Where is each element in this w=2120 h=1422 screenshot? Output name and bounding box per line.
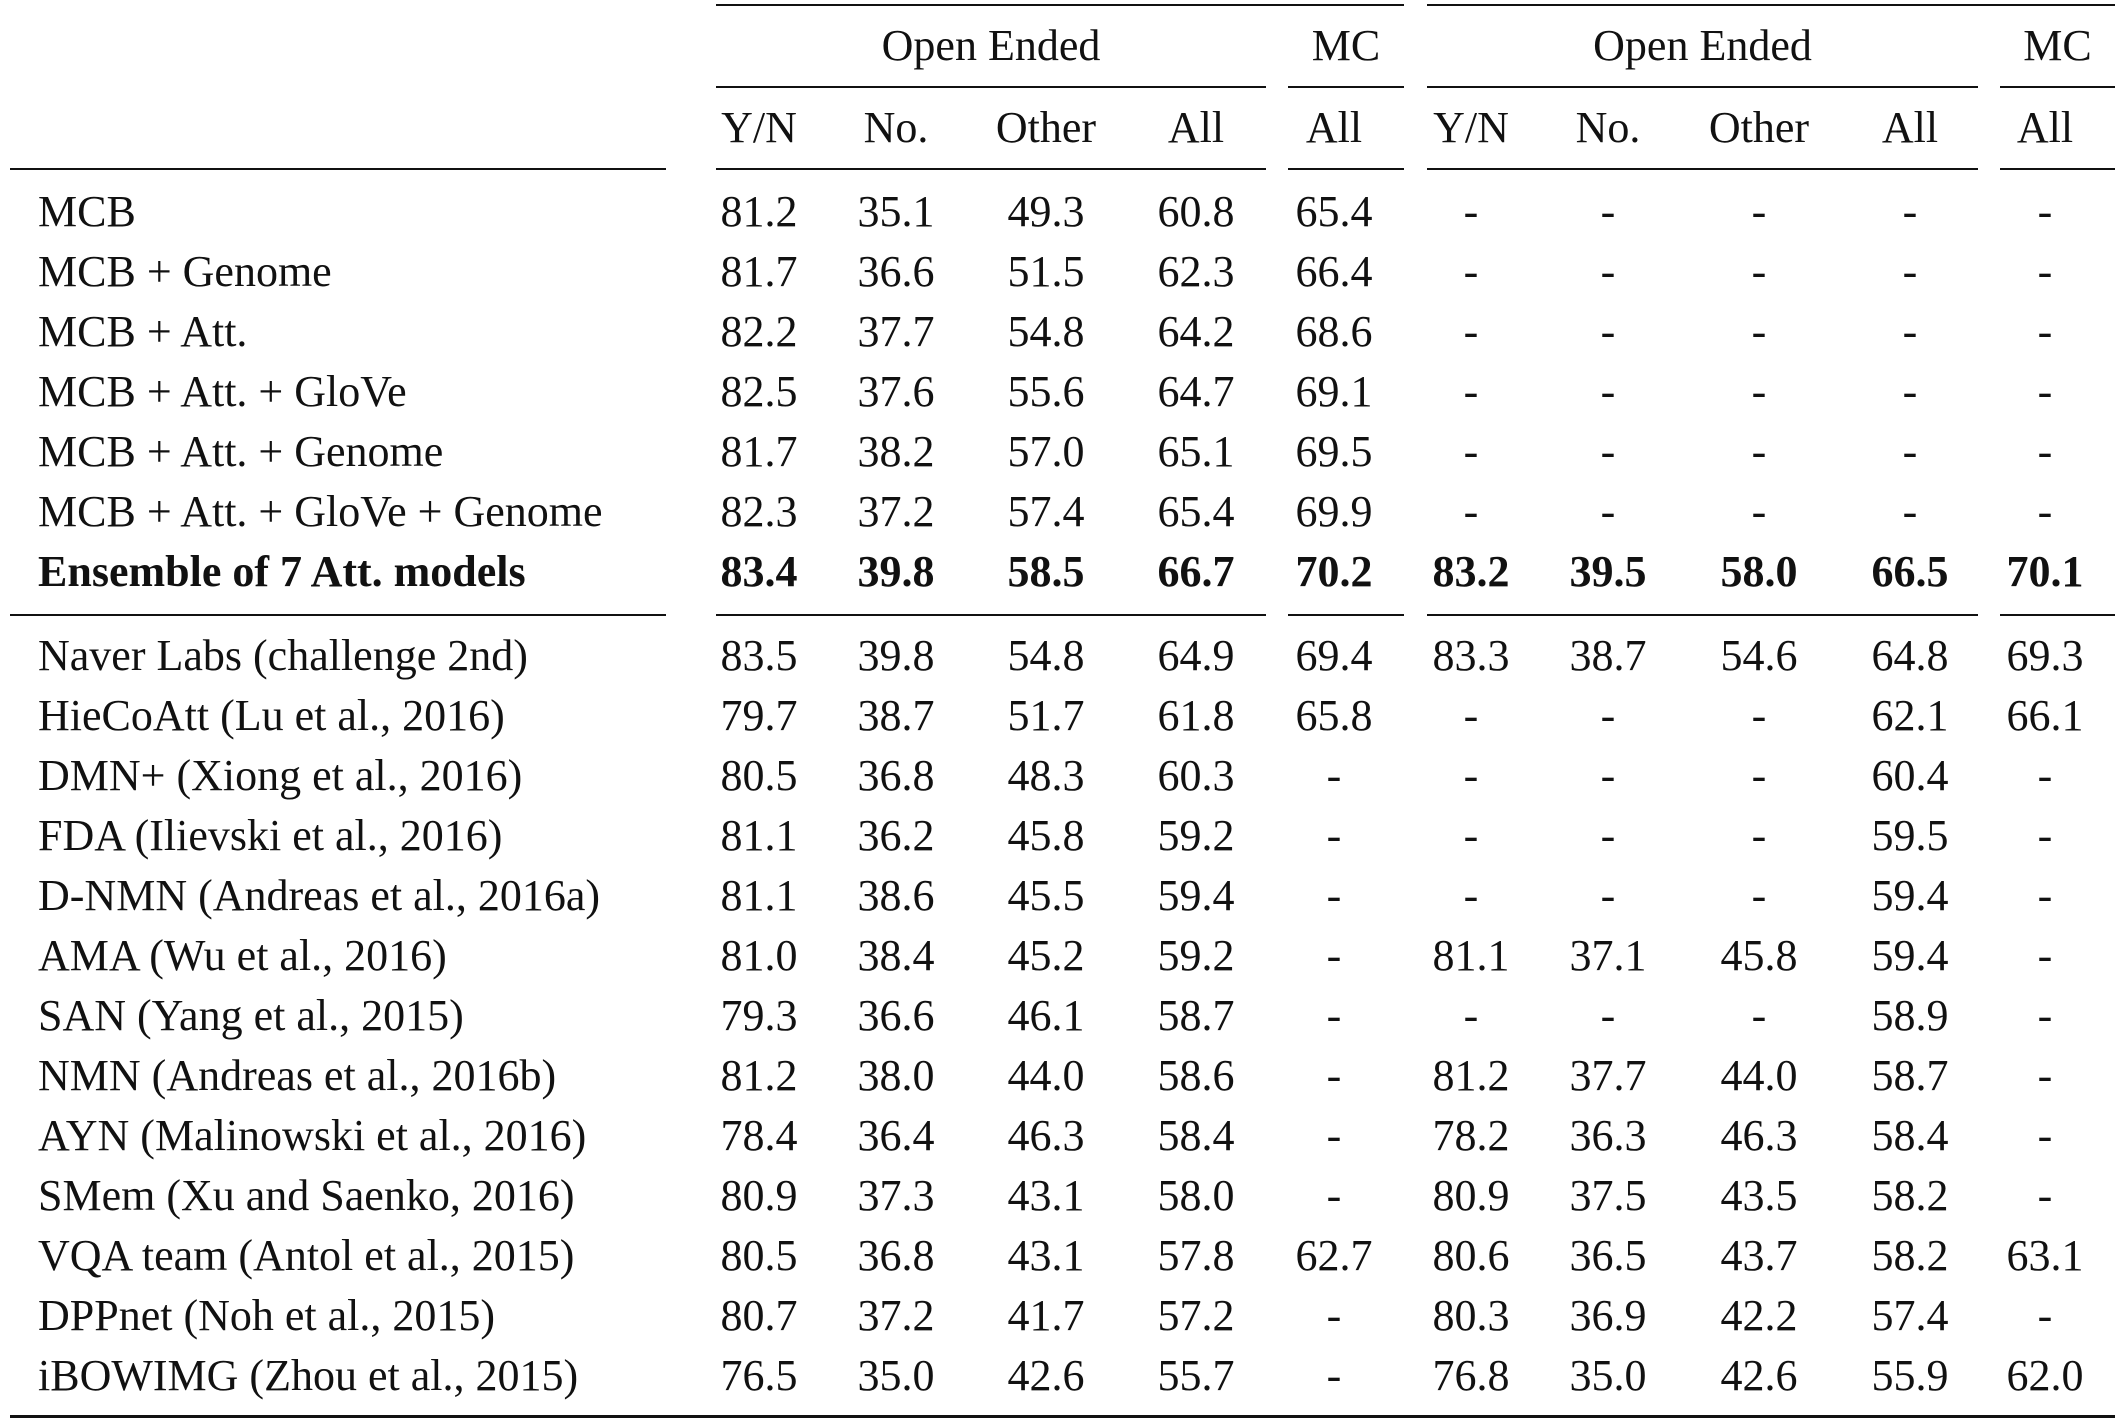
score-cell: 43.1: [1007, 1231, 1085, 1280]
column-header: Y/N: [1433, 103, 1509, 152]
score-cell: 58.4: [1157, 1111, 1235, 1160]
score-cell: 36.8: [857, 1231, 935, 1280]
method-name: MCB + Genome: [38, 247, 332, 296]
score-cell: 64.2: [1157, 307, 1235, 356]
score-cell: 69.9: [1295, 487, 1373, 536]
score-cell: 54.8: [1007, 631, 1085, 680]
score-cell: -: [1600, 307, 1616, 356]
score-cell: 36.6: [857, 247, 935, 296]
score-cell: -: [1463, 871, 1479, 920]
score-cell: 38.7: [857, 691, 935, 740]
score-cell: 70.2: [1295, 547, 1373, 596]
score-cell: 43.5: [1720, 1171, 1798, 1220]
score-cell: 76.5: [720, 1351, 798, 1400]
header-rule-mc-1: [1288, 168, 1404, 170]
score-cell: -: [1600, 871, 1616, 920]
score-cell: -: [1463, 187, 1479, 236]
score-cell: 48.3: [1007, 751, 1085, 800]
score-cell: 36.5: [1569, 1231, 1647, 1280]
score-cell: 54.8: [1007, 307, 1085, 356]
group-header-mc-1: MC: [1311, 21, 1381, 70]
score-cell: 45.2: [1007, 931, 1085, 980]
score-cell: 60.8: [1157, 187, 1235, 236]
score-cell: 81.2: [720, 187, 798, 236]
score-cell: 38.7: [1569, 631, 1647, 680]
score-cell: 79.7: [720, 691, 798, 740]
method-name: SAN (Yang et al., 2015): [38, 991, 464, 1040]
bottom-rule: [10, 1415, 2115, 1418]
score-cell: 57.8: [1157, 1231, 1235, 1280]
score-cell: 81.2: [1432, 1051, 1510, 1100]
score-cell: 59.2: [1157, 811, 1235, 860]
score-cell: 46.1: [1007, 991, 1085, 1040]
score-cell: -: [1463, 691, 1479, 740]
score-cell: 57.0: [1007, 427, 1085, 476]
score-cell: -: [1751, 487, 1767, 536]
score-cell: -: [1326, 1111, 1342, 1160]
score-cell: 60.3: [1157, 751, 1235, 800]
table-row: [0, 482, 2120, 542]
score-cell: -: [2037, 187, 2053, 236]
score-cell: 66.4: [1295, 247, 1373, 296]
score-cell: 83.4: [720, 547, 798, 596]
score-cell: 36.2: [857, 811, 935, 860]
score-cell: 36.8: [857, 751, 935, 800]
score-cell: -: [2037, 1051, 2053, 1100]
score-cell: 58.9: [1871, 991, 1949, 1040]
score-cell: 59.4: [1871, 931, 1949, 980]
header-rule-open-ended-2: [1427, 168, 1978, 170]
score-cell: -: [1463, 991, 1479, 1040]
score-cell: 36.6: [857, 991, 935, 1040]
score-cell: 45.8: [1007, 811, 1085, 860]
table-row: [0, 626, 2120, 686]
score-cell: -: [1902, 307, 1918, 356]
score-cell: 42.6: [1007, 1351, 1085, 1400]
top-rule-left: [716, 4, 1404, 6]
table-row: [0, 542, 2120, 602]
score-cell: 65.4: [1157, 487, 1235, 536]
score-cell: 55.6: [1007, 367, 1085, 416]
score-cell: 38.2: [857, 427, 935, 476]
top-rule-right: [1427, 4, 2115, 6]
score-cell: 58.2: [1871, 1171, 1949, 1220]
score-cell: 81.1: [720, 811, 798, 860]
score-cell: 81.1: [720, 871, 798, 920]
section-rule-open-ended-2: [1427, 614, 1978, 616]
group-header-open-ended-2: Open Ended: [1593, 21, 1812, 70]
score-cell: 46.3: [1007, 1111, 1085, 1160]
method-name: iBOWIMG (Zhou et al., 2015): [38, 1351, 579, 1400]
score-cell: -: [1326, 751, 1342, 800]
method-name: MCB + Att. + Genome: [38, 427, 444, 476]
score-cell: 62.0: [2006, 1351, 2084, 1400]
score-cell: 58.5: [1007, 547, 1085, 596]
score-cell: 35.1: [857, 187, 935, 236]
method-name: HieCoAtt (Lu et al., 2016): [38, 691, 505, 740]
score-cell: 80.7: [720, 1291, 798, 1340]
score-cell: 63.1: [2006, 1231, 2084, 1280]
score-cell: -: [2037, 247, 2053, 296]
method-name: Ensemble of 7 Att. models: [38, 547, 526, 596]
column-header: All: [1881, 103, 1939, 152]
score-cell: -: [1326, 811, 1342, 860]
score-cell: 35.0: [1569, 1351, 1647, 1400]
score-cell: -: [2037, 1111, 2053, 1160]
score-cell: -: [1902, 367, 1918, 416]
score-cell: 76.8: [1432, 1351, 1510, 1400]
table-row: [0, 1046, 2120, 1106]
score-cell: -: [1751, 751, 1767, 800]
column-header: Y/N: [721, 103, 797, 152]
score-cell: 37.3: [857, 1171, 935, 1220]
score-cell: -: [1326, 1351, 1342, 1400]
score-cell: 69.3: [2006, 631, 2084, 680]
header-rule-mc-2: [2000, 168, 2115, 170]
table-row: [0, 1106, 2120, 1166]
score-cell: -: [1600, 367, 1616, 416]
score-cell: -: [1600, 487, 1616, 536]
score-cell: 42.6: [1720, 1351, 1798, 1400]
group-header-mc-2: MC: [2023, 21, 2092, 70]
score-cell: 57.2: [1157, 1291, 1235, 1340]
table-row: [0, 242, 2120, 302]
score-cell: 49.3: [1007, 187, 1085, 236]
score-cell: -: [1463, 751, 1479, 800]
score-cell: -: [1751, 991, 1767, 1040]
score-cell: -: [2037, 1291, 2053, 1340]
score-cell: 80.5: [720, 751, 798, 800]
score-cell: -: [1600, 811, 1616, 860]
method-name: NMN (Andreas et al., 2016b): [38, 1051, 557, 1100]
score-cell: 58.4: [1871, 1111, 1949, 1160]
score-cell: 46.3: [1720, 1111, 1798, 1160]
score-cell: -: [1751, 427, 1767, 476]
method-name: DPPnet (Noh et al., 2015): [38, 1291, 496, 1340]
score-cell: -: [1600, 427, 1616, 476]
method-name: MCB + Att. + GloVe + Genome: [38, 487, 603, 536]
score-cell: 44.0: [1007, 1051, 1085, 1100]
header-rule-open-ended-1: [716, 168, 1266, 170]
score-cell: 64.7: [1157, 367, 1235, 416]
score-cell: 80.6: [1432, 1231, 1510, 1280]
score-cell: -: [1326, 1291, 1342, 1340]
score-cell: 38.0: [857, 1051, 935, 1100]
score-cell: 37.5: [1569, 1171, 1647, 1220]
score-cell: 68.6: [1295, 307, 1373, 356]
header-rule-method: [10, 168, 666, 170]
group-rule-open-ended-1: [716, 86, 1266, 88]
score-cell: 36.9: [1569, 1291, 1647, 1340]
score-cell: 58.7: [1871, 1051, 1949, 1100]
table-row: [0, 926, 2120, 986]
score-cell: 45.8: [1720, 931, 1798, 980]
table-row: [0, 686, 2120, 746]
score-cell: -: [1902, 427, 1918, 476]
column-header: No.: [1575, 103, 1641, 152]
score-cell: 62.1: [1871, 691, 1949, 740]
score-cell: 64.8: [1871, 631, 1949, 680]
score-cell: 42.2: [1720, 1291, 1798, 1340]
score-cell: 83.3: [1432, 631, 1510, 680]
score-cell: 82.5: [720, 367, 798, 416]
score-cell: -: [2037, 367, 2053, 416]
score-cell: 36.4: [857, 1111, 935, 1160]
score-cell: 82.2: [720, 307, 798, 356]
score-cell: 78.4: [720, 1111, 798, 1160]
method-name: D-NMN (Andreas et al., 2016a): [38, 871, 601, 920]
score-cell: 62.3: [1157, 247, 1235, 296]
score-cell: -: [1600, 751, 1616, 800]
score-cell: 39.8: [857, 547, 935, 596]
score-cell: 37.6: [857, 367, 935, 416]
method-name: AYN (Malinowski et al., 2016): [38, 1111, 587, 1160]
score-cell: 80.3: [1432, 1291, 1510, 1340]
score-cell: 80.5: [720, 1231, 798, 1280]
score-cell: -: [1751, 367, 1767, 416]
score-cell: -: [2037, 931, 2053, 980]
score-cell: 81.7: [720, 427, 798, 476]
score-cell: 81.1: [1432, 931, 1510, 980]
table-row: [0, 362, 2120, 422]
table-row: [0, 1226, 2120, 1286]
score-cell: -: [1326, 991, 1342, 1040]
section-rule-mc-1: [1288, 614, 1404, 616]
score-cell: 51.5: [1007, 247, 1085, 296]
score-cell: 36.3: [1569, 1111, 1647, 1160]
table-row: [0, 422, 2120, 482]
score-cell: 81.0: [720, 931, 798, 980]
score-cell: 58.0: [1157, 1171, 1235, 1220]
score-cell: 58.0: [1720, 547, 1798, 596]
section-rule-method: [10, 614, 666, 616]
score-cell: -: [1751, 187, 1767, 236]
score-cell: -: [1463, 367, 1479, 416]
score-cell: 58.6: [1157, 1051, 1235, 1100]
method-name: AMA (Wu et al., 2016): [38, 931, 447, 980]
score-cell: 66.7: [1157, 547, 1235, 596]
score-cell: 55.7: [1157, 1351, 1235, 1400]
score-cell: 57.4: [1871, 1291, 1949, 1340]
score-cell: -: [2037, 427, 2053, 476]
score-cell: -: [1600, 187, 1616, 236]
score-cell: 82.3: [720, 487, 798, 536]
score-cell: -: [1326, 931, 1342, 980]
score-cell: -: [1600, 991, 1616, 1040]
score-cell: -: [1463, 427, 1479, 476]
score-cell: -: [2037, 751, 2053, 800]
score-cell: -: [1902, 247, 1918, 296]
score-cell: 83.5: [720, 631, 798, 680]
score-cell: -: [1463, 307, 1479, 356]
score-cell: 43.1: [1007, 1171, 1085, 1220]
column-header: Other: [1708, 103, 1810, 152]
score-cell: -: [1463, 811, 1479, 860]
method-name: MCB: [38, 187, 136, 236]
column-header: All: [1305, 103, 1363, 152]
score-cell: -: [1751, 871, 1767, 920]
score-cell: 37.2: [857, 487, 935, 536]
score-cell: -: [1751, 307, 1767, 356]
score-cell: 59.4: [1157, 871, 1235, 920]
score-cell: 55.9: [1871, 1351, 1949, 1400]
score-cell: 39.8: [857, 631, 935, 680]
table-row: [0, 302, 2120, 362]
score-cell: 60.4: [1871, 751, 1949, 800]
score-cell: -: [1326, 1171, 1342, 1220]
score-cell: 69.4: [1295, 631, 1373, 680]
score-cell: 37.2: [857, 1291, 935, 1340]
score-cell: 37.7: [857, 307, 935, 356]
score-cell: 65.4: [1295, 187, 1373, 236]
score-cell: -: [1326, 871, 1342, 920]
score-cell: -: [1326, 1051, 1342, 1100]
score-cell: -: [2037, 811, 2053, 860]
score-cell: 59.5: [1871, 811, 1949, 860]
table-row: [0, 1346, 2120, 1406]
column-header: Other: [995, 103, 1097, 152]
score-cell: -: [1902, 187, 1918, 236]
score-cell: 51.7: [1007, 691, 1085, 740]
score-cell: 79.3: [720, 991, 798, 1040]
method-name: SMem (Xu and Saenko, 2016): [38, 1171, 575, 1220]
score-cell: -: [1600, 691, 1616, 740]
section-rule-open-ended-1: [716, 614, 1266, 616]
score-cell: 64.9: [1157, 631, 1235, 680]
score-cell: 41.7: [1007, 1291, 1085, 1340]
score-cell: 35.0: [857, 1351, 935, 1400]
score-cell: -: [2037, 487, 2053, 536]
score-cell: -: [2037, 307, 2053, 356]
score-cell: -: [2037, 871, 2053, 920]
score-cell: 69.1: [1295, 367, 1373, 416]
score-cell: 61.8: [1157, 691, 1235, 740]
column-header: All: [2016, 103, 2074, 152]
table-row: [0, 1166, 2120, 1226]
group-rule-mc-2: [2000, 86, 2115, 88]
score-cell: -: [1463, 487, 1479, 536]
section-rule-mc-2: [2000, 614, 2115, 616]
score-cell: -: [1751, 691, 1767, 740]
score-cell: -: [1600, 247, 1616, 296]
score-cell: 65.8: [1295, 691, 1373, 740]
score-cell: -: [2037, 991, 2053, 1040]
group-header-open-ended-1: Open Ended: [881, 21, 1101, 70]
score-cell: 81.7: [720, 247, 798, 296]
table-row: [0, 182, 2120, 242]
score-cell: 81.2: [720, 1051, 798, 1100]
column-header: No.: [863, 103, 929, 152]
score-cell: 38.6: [857, 871, 935, 920]
table-row: [0, 1286, 2120, 1346]
score-cell: -: [2037, 1171, 2053, 1220]
method-name: MCB + Att. + GloVe: [38, 367, 407, 416]
score-cell: 66.5: [1871, 547, 1949, 596]
score-cell: 37.7: [1569, 1051, 1647, 1100]
score-cell: 78.2: [1432, 1111, 1510, 1160]
group-rule-mc-1: [1288, 86, 1404, 88]
score-cell: 80.9: [720, 1171, 798, 1220]
score-cell: 54.6: [1720, 631, 1798, 680]
score-cell: 37.1: [1569, 931, 1647, 980]
score-cell: 65.1: [1157, 427, 1235, 476]
score-cell: 43.7: [1720, 1231, 1798, 1280]
table-row: [0, 746, 2120, 806]
column-header: All: [1167, 103, 1225, 152]
table-row: [0, 986, 2120, 1046]
score-cell: 58.2: [1871, 1231, 1949, 1280]
score-cell: 44.0: [1720, 1051, 1798, 1100]
group-rule-open-ended-2: [1427, 86, 1978, 88]
method-name: FDA (Ilievski et al., 2016): [38, 811, 503, 860]
score-cell: 80.9: [1432, 1171, 1510, 1220]
score-cell: 70.1: [2006, 547, 2084, 596]
score-cell: 59.2: [1157, 931, 1235, 980]
score-cell: 57.4: [1007, 487, 1085, 536]
score-cell: -: [1751, 247, 1767, 296]
score-cell: 62.7: [1295, 1231, 1373, 1280]
score-cell: 58.7: [1157, 991, 1235, 1040]
score-cell: 69.5: [1295, 427, 1373, 476]
score-cell: 59.4: [1871, 871, 1949, 920]
method-name: DMN+ (Xiong et al., 2016): [38, 751, 523, 800]
score-cell: 66.1: [2006, 691, 2084, 740]
method-name: MCB + Att.: [38, 307, 248, 356]
score-cell: 39.5: [1569, 547, 1647, 596]
score-cell: -: [1751, 811, 1767, 860]
score-cell: 38.4: [857, 931, 935, 980]
method-name: Naver Labs (challenge 2nd): [38, 631, 528, 680]
score-cell: -: [1463, 247, 1479, 296]
method-name: VQA team (Antol et al., 2015): [38, 1231, 575, 1280]
score-cell: 83.2: [1432, 547, 1510, 596]
score-cell: 45.5: [1007, 871, 1085, 920]
table-row: [0, 866, 2120, 926]
score-cell: -: [1902, 487, 1918, 536]
table-row: [0, 806, 2120, 866]
